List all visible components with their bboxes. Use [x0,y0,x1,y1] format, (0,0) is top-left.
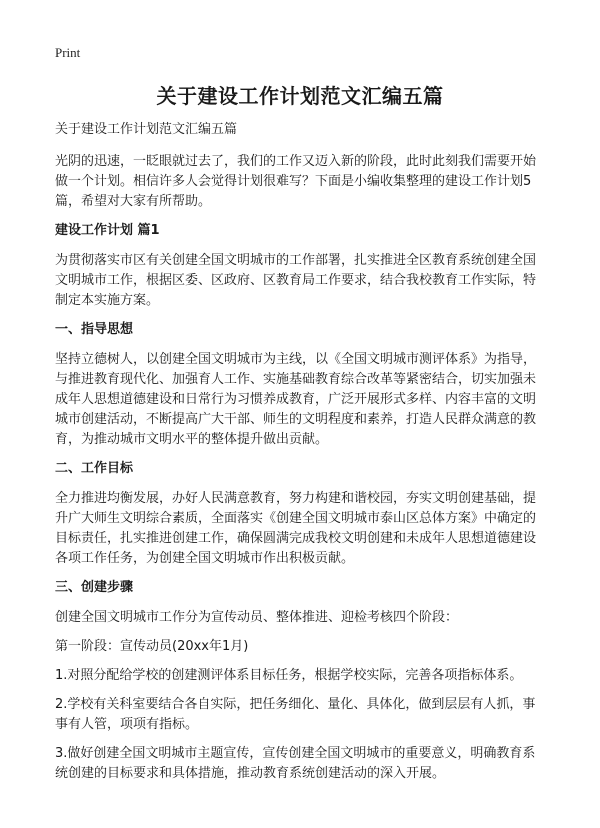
section-paragraph-plan-1: 为贯彻落实市区有关创建全国文明城市的工作部署，扎实推进全区教育系统创建全国文明城市工作，根据区委、区政府、区教育局工作要求，结合我校教育工作实际，特制定本实施方案。 [55,253,537,308]
document-subtitle: 关于建设工作计划范文汇编五篇 [55,122,238,137]
section-heading-goals: 二、工作目标 [55,461,134,476]
list-item: 1.对照分配给学校的创建测评体系目标任务，根据学校实际，完善各项指标体系。 [55,668,523,683]
page-title: 关于建设工作计划范文汇编五篇 [156,84,444,108]
section-paragraph-guiding: 坚持立德树人，以创建全国文明城市为主线，以《全国文明城市测评体系》为指导，与推进教育现代化、加强育人工作、实施基础教育综合改革等紧密结合，切实加强未成年人思想道德建设和日常行为习惯养成教育，广泛开展形式多样、内容丰富的文明城市创建活动，不断提高广大干部、师生的文明程度和素养，打造人民群众满意的教育，为推动城市文明水平的整体提升做出贡献。 [55,352,537,447]
section-heading-guiding: 一、指导思想 [55,322,134,337]
stage-line: 第一阶段：宣传动员(20xx年1月) [55,639,249,654]
document-body [55,120,547,793]
list-item: 2.学校有关科室要结合各自实际，把任务细化、量化、具体化，做到层层有人抓，事事有人管，项项有指标。 [55,697,536,732]
section-paragraph-goals: 全力推进均衡发展，办好人民满意教育，努力构建和谐校园，夯实文明创建基础，提升广大师生文明综合素质，全面落实《创建全国文明城市泰山区总体方案》中确定的目标责任，扎实推进创建工作，确保圆满完成我校文明创建和未成年人思想道德建设各项工作任务，为创建全国文明城市作出积极贡献。 [55,491,537,566]
section-heading-steps: 三、创建步骤 [55,580,134,595]
print-link[interactable]: Print [55,45,81,60]
section-paragraph-steps: 创建全国文明城市工作分为宣传动员、整体推进、迎检考核四个阶段： [55,610,459,625]
section-heading-plan-1: 建设工作计划 篇1 [55,223,160,238]
intro-paragraph: 光阴的迅速，一眨眼就过去了，我们的工作又迈入新的阶段，此时此刻我们需要开始做一个计划。相信许多人会觉得计划很难写？下面是小编收集整理的建设工作计划5篇，希望对大家有所帮助。 [55,154,537,209]
list-item: 3.做好创建全国文明城市主题宣传，宣传创建全国文明城市的重要意义，明确教育系统创建的目标要求和具体措施，推动教育系统创建活动的深入开展。 [55,746,536,781]
